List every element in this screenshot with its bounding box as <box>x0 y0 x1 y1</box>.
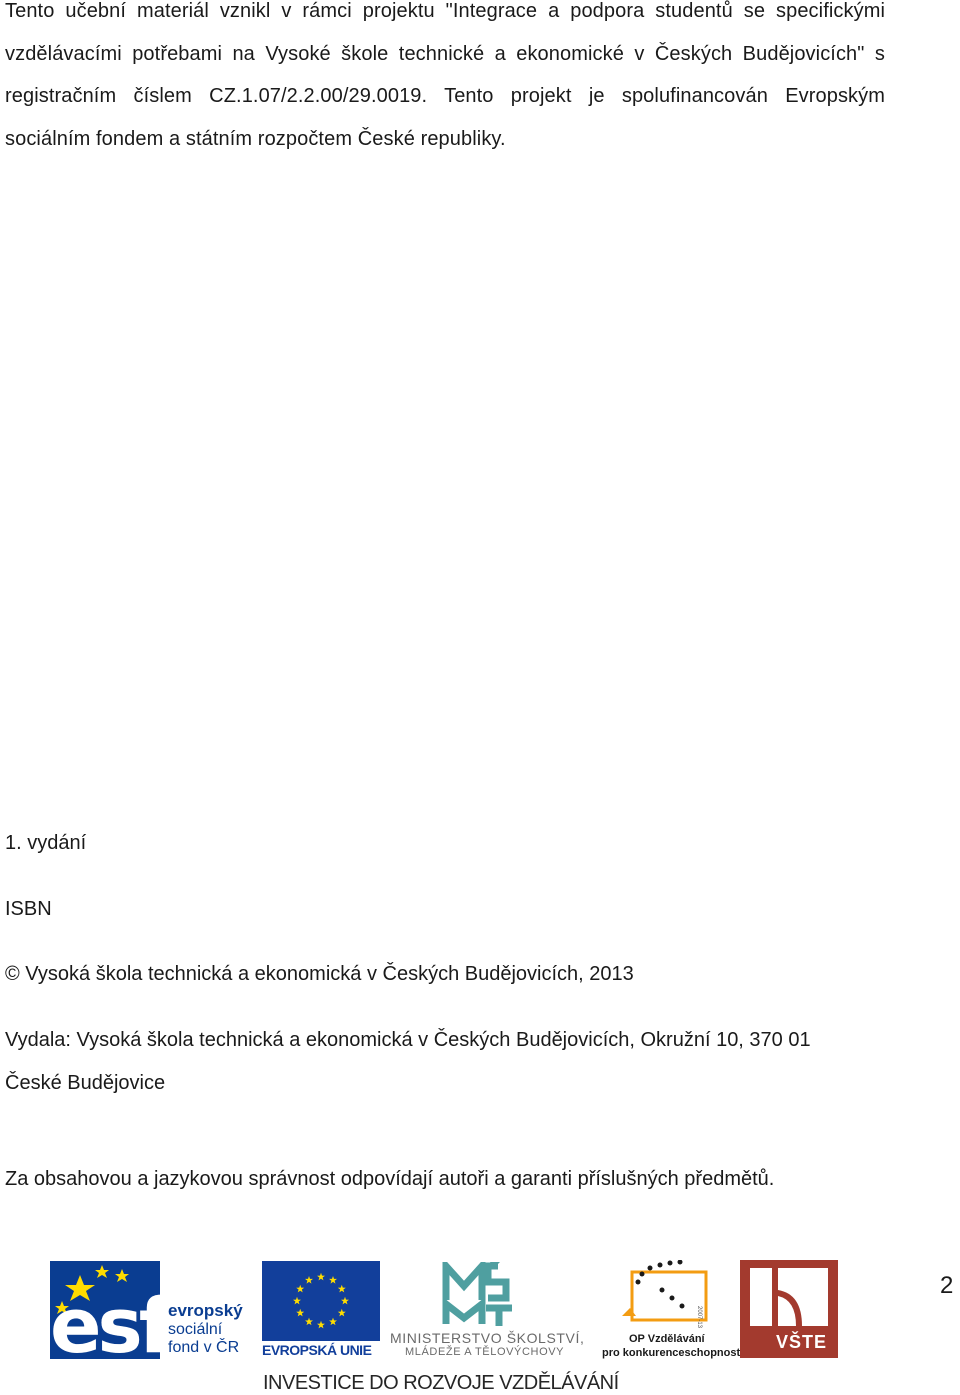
vste-logo <box>740 1260 838 1358</box>
esf-line-2: sociální <box>168 1321 223 1338</box>
eu-logo <box>262 1261 380 1359</box>
notice-line-3: registračním číslem CZ.1.07/2.2.00/29.0019. Tento projekt je spolufinancován Evropským <box>5 85 885 107</box>
notice-line-2: vzdělávacími potřebami na Vysoké škole technické a ekonomické v Českých Budějovicích" s <box>5 42 885 65</box>
project-notice <box>5 0 885 160</box>
vste-label: VŠTE <box>776 1332 828 1352</box>
esf-line-3: fond v ČR <box>168 1339 240 1356</box>
isbn-text: ISBN <box>5 898 52 920</box>
responsibility-text: Za obsahovou a jazykovou správnost odpovídají autoři a garanti příslušných předmětů. <box>5 1168 775 1190</box>
esf-logo <box>50 1261 250 1370</box>
notice-line-1: Tento učební materiál vznikl v rámci projektu "Integrace a podpora studentů se specifickými <box>5 0 885 22</box>
publisher-line-2: České Budějovice <box>5 1072 166 1094</box>
msmt-line-1: MINISTERSTVO ŠKOLSTVÍ, <box>390 1330 585 1346</box>
page-number: 2 <box>940 1272 954 1299</box>
msmt-logo <box>390 1262 594 1359</box>
op-logo <box>602 1260 741 1360</box>
publisher-line-1: Vydala: Vysoká škola technická a ekonomická v Českých Budějovicích, Okružní 10, 370 01 <box>5 1029 811 1051</box>
op-mark-icon <box>602 1260 732 1332</box>
copyright-text: © Vysoká škola technická a ekonomická v Českých Budějovicích, 2013 <box>5 963 634 985</box>
op-years: 2007-13 <box>696 1306 702 1329</box>
msmt-line-2: MLÁDEŽE A TĚLOVÝCHOVY <box>405 1346 565 1358</box>
esf-mark: esf <box>50 1281 168 1370</box>
edition-text: 1. vydání <box>5 832 87 854</box>
msmt-mark-icon <box>390 1262 594 1328</box>
eu-label: EVROPSKÁ UNIE <box>262 1342 372 1358</box>
esf-line-1: evropský <box>168 1301 243 1320</box>
notice-line-4: sociálním fondem a státním rozpočtem České republiky. <box>5 127 506 150</box>
op-line-1: OP Vzdělávání <box>629 1333 705 1345</box>
eu-flag-icon <box>262 1261 380 1341</box>
footer-slogan: INVESTICE DO ROZVOJE VZDĚLÁVÁNÍ <box>263 1372 619 1394</box>
op-line-2: pro konkurenceschopnost <box>602 1347 741 1359</box>
